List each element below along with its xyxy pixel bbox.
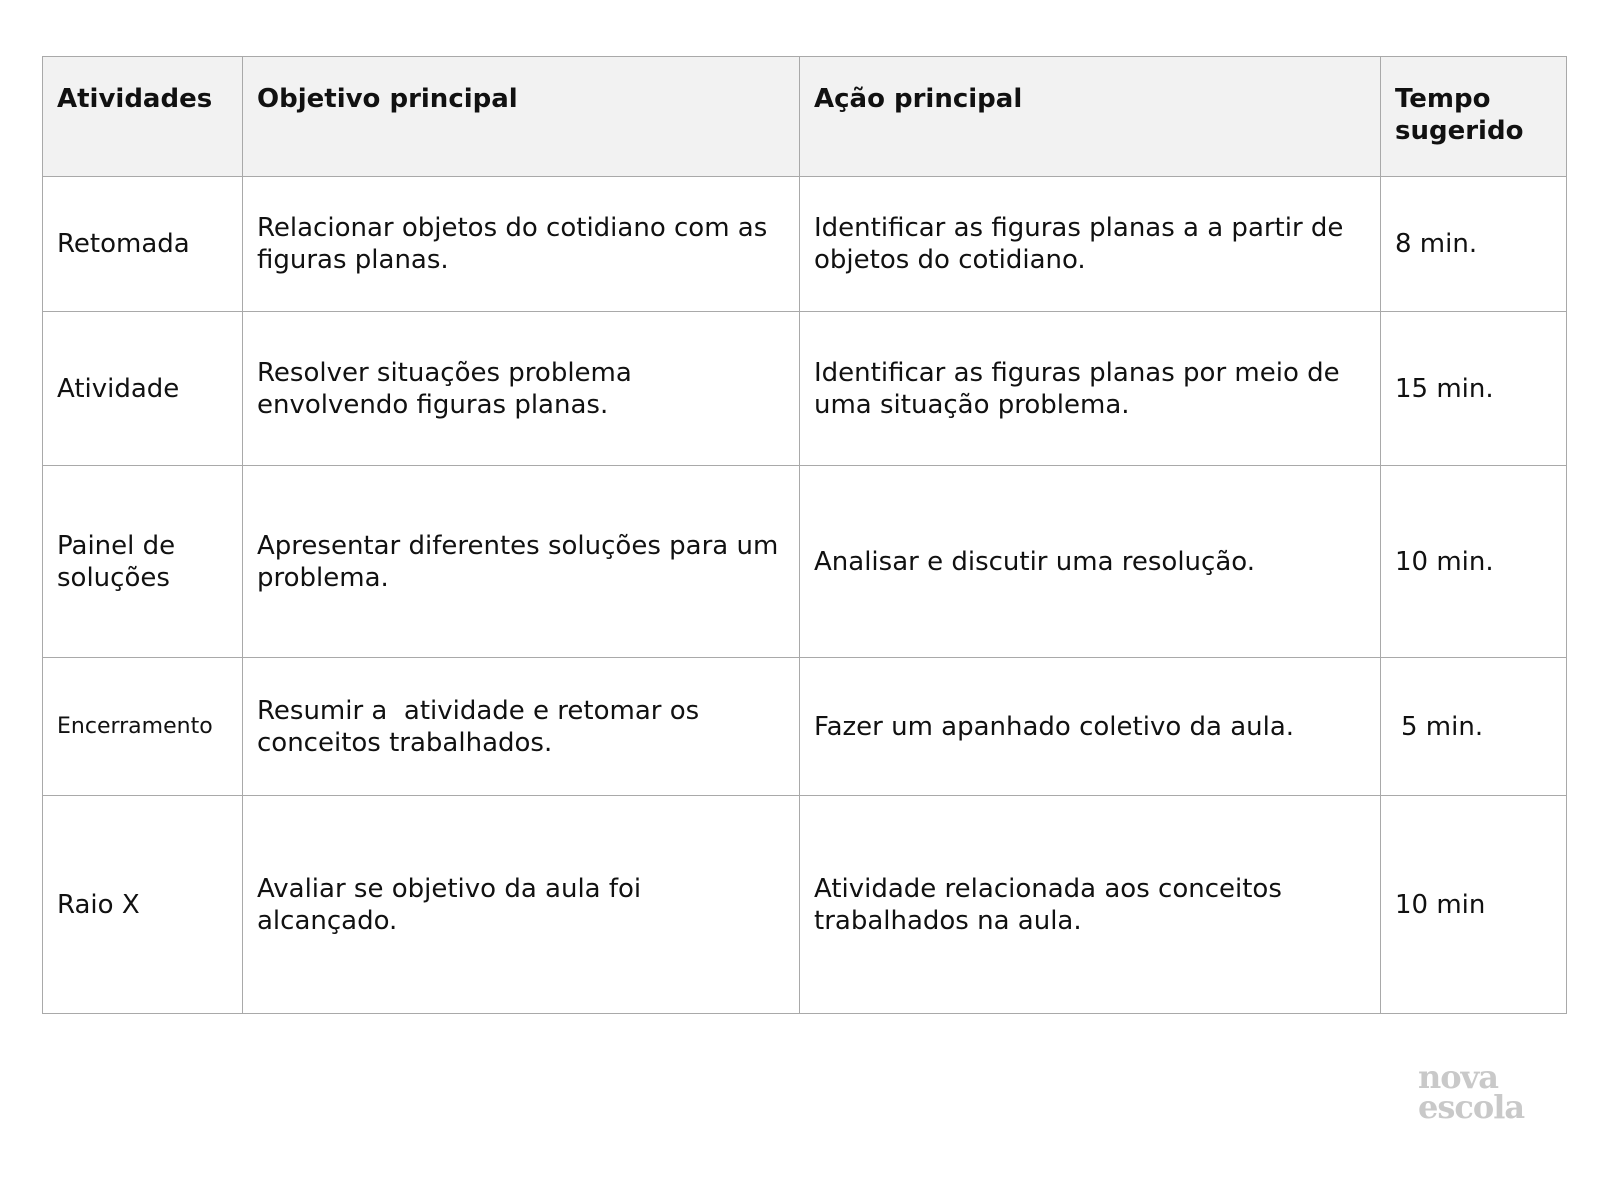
cell-acao: Analisar e discutir uma resolução. bbox=[800, 466, 1381, 658]
nova-escola-logo bbox=[1418, 1058, 1525, 1126]
table-row bbox=[43, 177, 1567, 312]
table-header bbox=[43, 57, 1567, 177]
cell-atividade: Encerramento bbox=[43, 658, 243, 796]
cell-objetivo: Resolver situações problema envolvendo figuras planas. bbox=[243, 312, 800, 466]
cell-atividade: Retomada bbox=[43, 177, 243, 312]
cell-tempo: 10 min bbox=[1381, 796, 1567, 1014]
cell-acao: Fazer um apanhado coletivo da aula. bbox=[800, 658, 1381, 796]
table-body bbox=[43, 177, 1567, 1014]
cell-tempo: 10 min. bbox=[1381, 466, 1567, 658]
cell-acao: Identificar as figuras planas por meio de uma situação problema. bbox=[800, 312, 1381, 466]
cell-acao: Atividade relacionada aos conceitos trabalhados na aula. bbox=[800, 796, 1381, 1014]
cell-atividade: Painel de soluções bbox=[43, 466, 243, 658]
cell-acao: Identificar as figuras planas a a partir de objetos do cotidiano. bbox=[800, 177, 1381, 312]
cell-objetivo: Resumir a atividade e retomar os conceitos trabalhados. bbox=[243, 658, 800, 796]
cell-atividade: Atividade bbox=[43, 312, 243, 466]
cell-tempo: 5 min. bbox=[1381, 658, 1567, 796]
table-row bbox=[43, 796, 1567, 1014]
header-acao-principal: Ação principal bbox=[800, 57, 1381, 177]
header-atividades: Atividades bbox=[43, 57, 243, 177]
cell-objetivo: Relacionar objetos do cotidiano com as figuras planas. bbox=[243, 177, 800, 312]
table-row bbox=[43, 466, 1567, 658]
header-row bbox=[43, 57, 1567, 177]
header-objetivo-principal: Objetivo principal bbox=[243, 57, 800, 177]
cell-atividade: Raio X bbox=[43, 796, 243, 1014]
cell-objetivo: Avaliar se objetivo da aula foi alcançado. bbox=[243, 796, 800, 1014]
logo-line-nova: nova bbox=[1418, 1058, 1498, 1096]
table-row bbox=[43, 312, 1567, 466]
lesson-plan-table bbox=[42, 56, 1567, 1014]
header-tempo-sugerido: Tempo sugerido bbox=[1381, 57, 1567, 177]
table-row bbox=[43, 658, 1567, 796]
cell-objetivo: Apresentar diferentes soluções para um problema. bbox=[243, 466, 800, 658]
cell-tempo: 8 min. bbox=[1381, 177, 1567, 312]
logo-line-escola: escola bbox=[1418, 1088, 1525, 1126]
cell-tempo: 15 min. bbox=[1381, 312, 1567, 466]
